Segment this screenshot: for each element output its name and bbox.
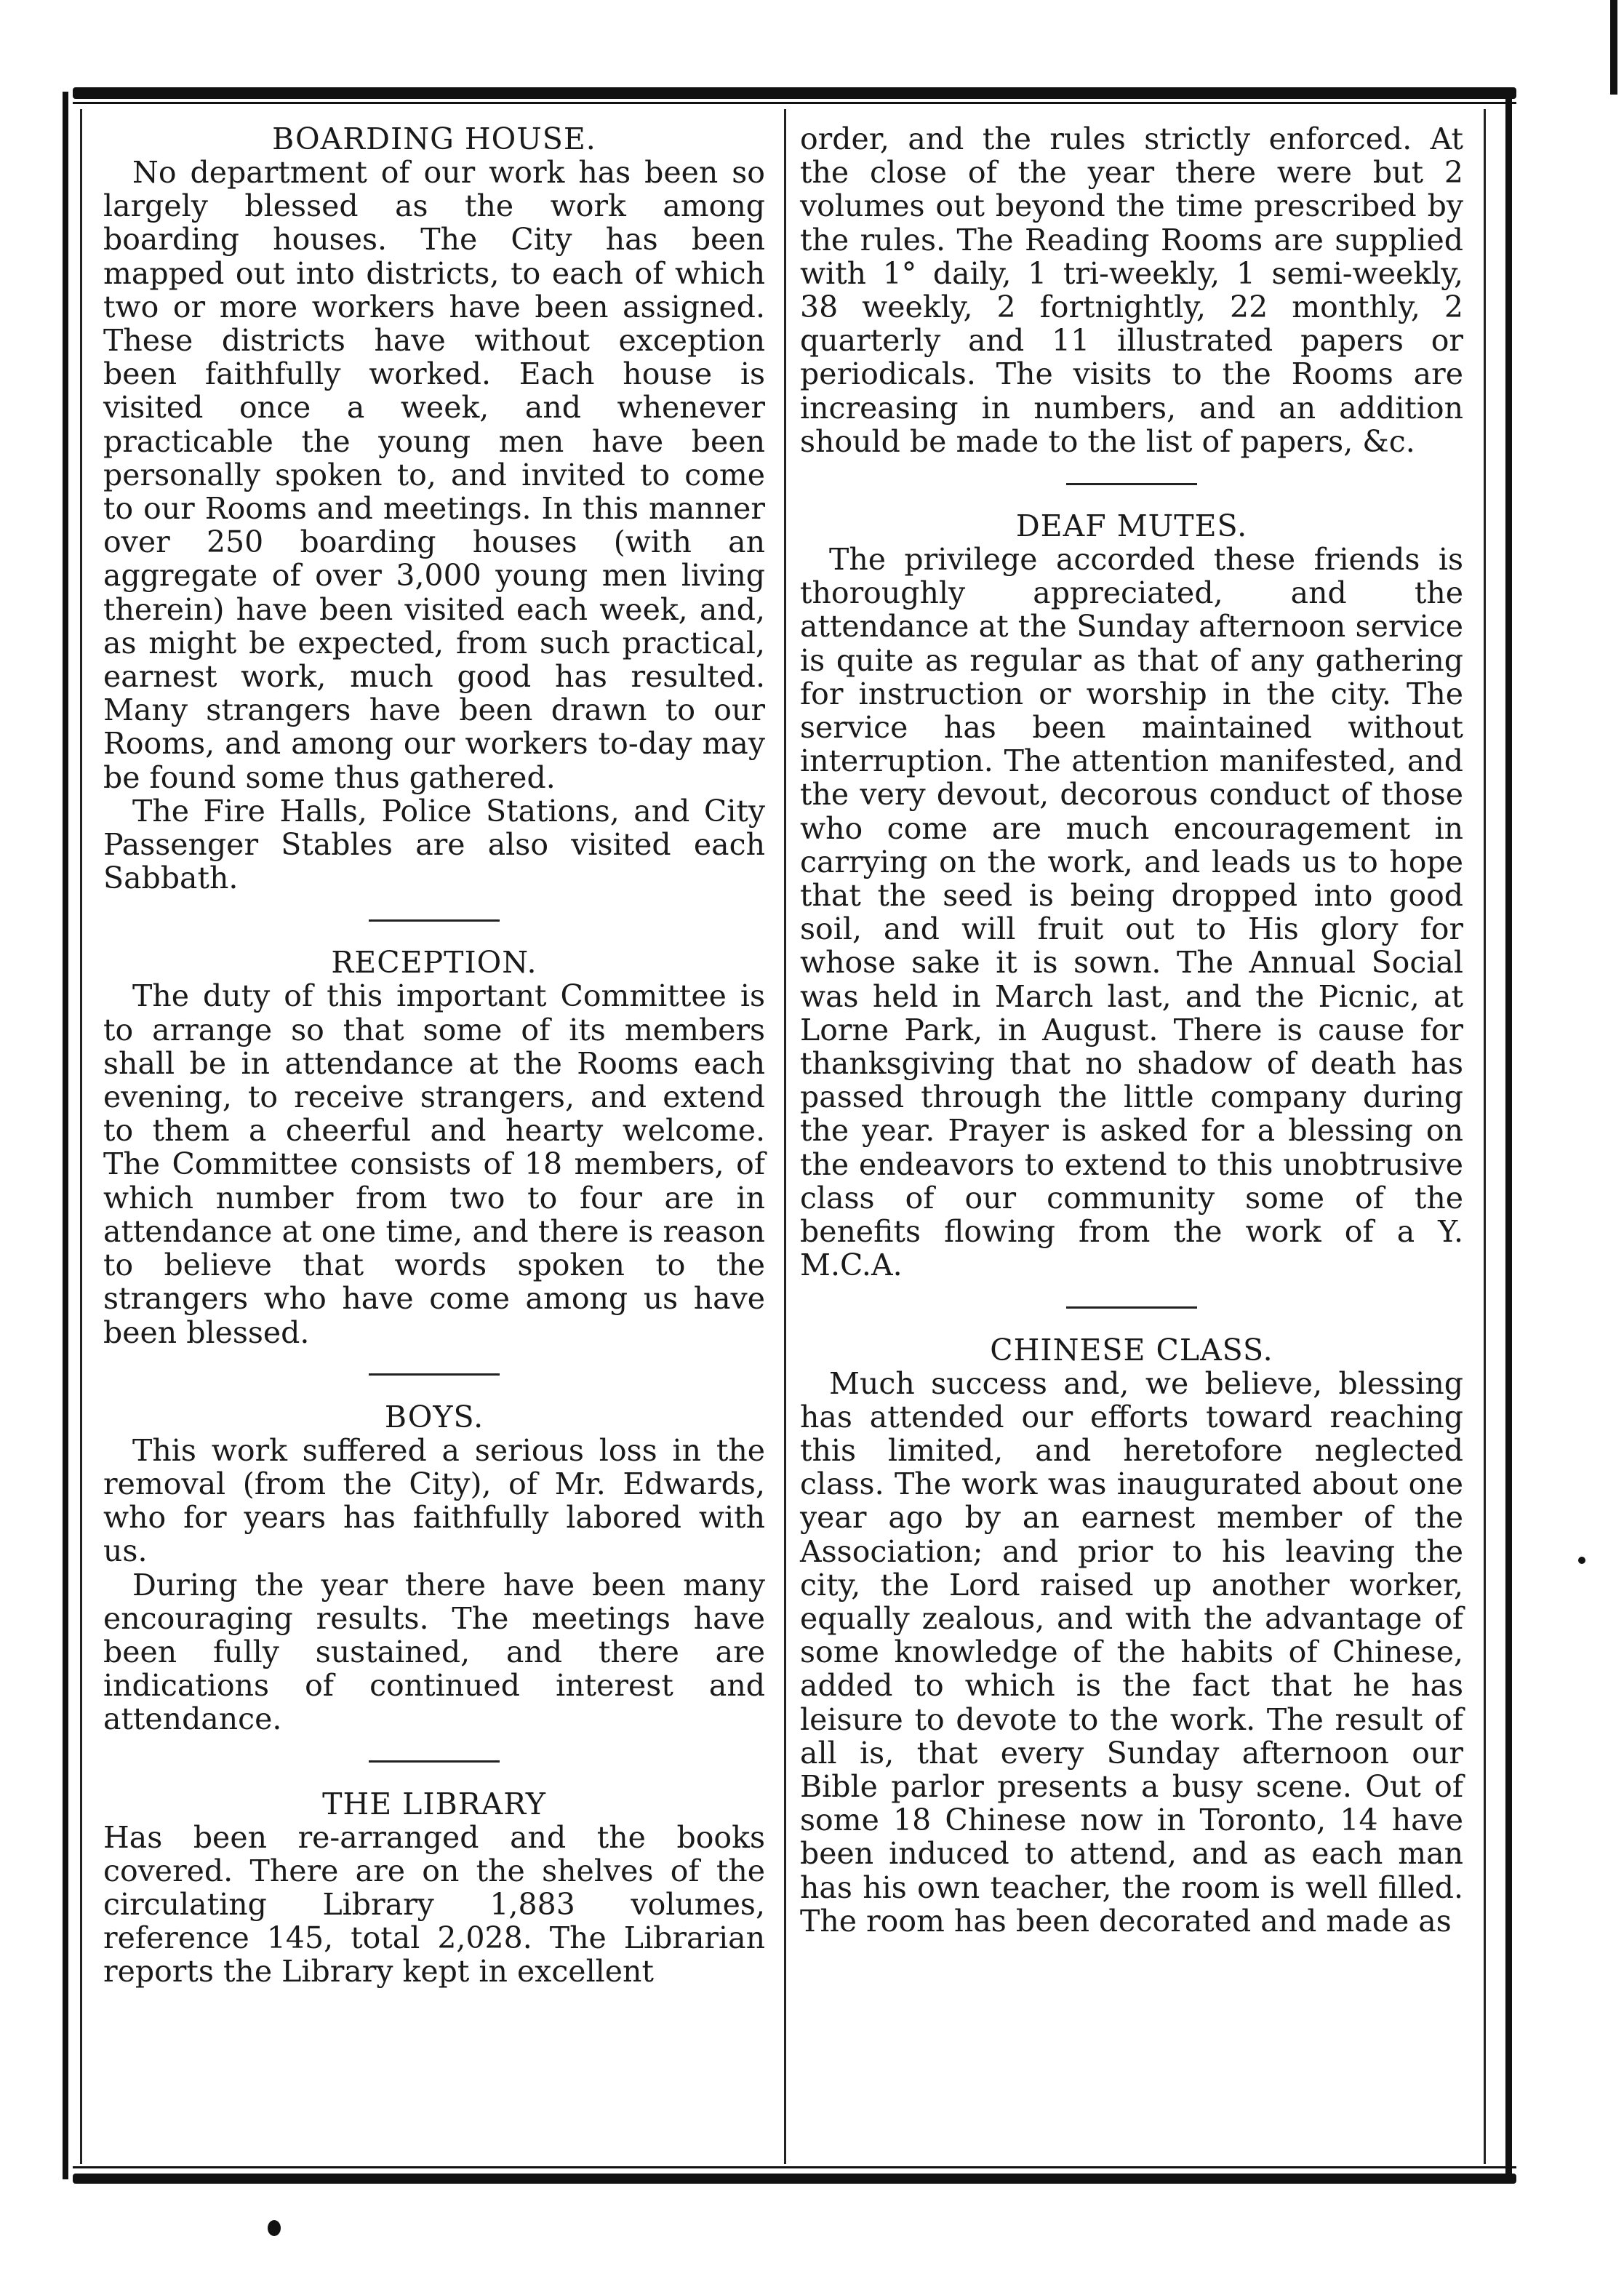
section-separator bbox=[800, 458, 1463, 509]
left-border-rule bbox=[63, 92, 68, 2179]
section-separator bbox=[103, 1736, 765, 1787]
section-heading-deaf-mutes: DEAF MUTES. bbox=[1015, 508, 1248, 544]
section-separator bbox=[103, 1349, 765, 1400]
section-paragraph: The duty of this important Committee is to arrange so that some of its members shall be in attendance at the Rooms each evening, to receive strangers, and extend to them a cheerful and hearty welcome. The Committee consists of 18 members, of which number from two to four are in attendance at one time, and there is reason to believe that words spoken to the strangers who have come among us have been blessed. bbox=[103, 978, 765, 1350]
edge-mark bbox=[1610, 0, 1617, 95]
section-paragraph: No department of our work has been so largely blessed as the work among boarding houses. The City has been mapped out into districts, to each of which two or more workers have been assigned. These districts have without exception been faithfully worked. Each house is visited once a week, and whenever practicable the young men have been personally spoken to, and invited to come to our Rooms and meetings. In this manner over 250 boarding houses (with an aggregate of over 3,000 young men living therein) have been visited each week, and, as might be expected, from such practical, earnest work, much good has resulted. Many strangers have been drawn to our Rooms, and among our workers to-day may be found some thus gathered. bbox=[103, 155, 765, 795]
section-paragraph: Has been re-arranged and the books covered. There are on the shelves of the circulating Library 1,883 volumes, reference 145, total 2,028. The Librarian reports the Library kept in excellent bbox=[103, 1819, 765, 1989]
right-border-rule bbox=[1505, 92, 1512, 2179]
section-paragraph: The privilege accorded these friends is thoroughly appreciated, and the attendance at the Sunday afternoon service is quite as regular as that of any gathering for instruction or worship in the city. The service has been maintained without interruption. The attention manifested, and the very devout, decorous conduct of those who come are much encouragement in carrying on the work, and leads us to hope that the seed is being dropped into good soil, and will fruit out to His glory for whose sake it is sown. The Annual Social was held in March last, and the Picnic, at Lorne Park, in August. There is cause for thanksgiving that no shadow of death has passed through the little company during the year. Prayer is asked for a blessing on the endeavors to extend to this unobtrusive class of our community some of the benefits flowing from the work of a Y. M.C.A. bbox=[800, 542, 1463, 1283]
section-separator bbox=[103, 895, 765, 946]
section-heading-the-library: THE LIBRARY bbox=[322, 1786, 546, 1821]
bottom-border-thin-rule bbox=[73, 2166, 1516, 2168]
section-separator bbox=[800, 1282, 1463, 1333]
left-inner-rule bbox=[80, 109, 82, 2164]
left-column bbox=[103, 122, 765, 1989]
section-paragraph: order, and the rules strictly enforced. At the close of the year there were but 2 volumes out beyond the time prescribed by the rules. The Reading Rooms are supplied with 1° daily, 1 tri-weekly, 1 semi-weekly, 38 weekly, 2 fortnightly, 22 monthly, 2 quarterly and 11 illustrated papers or periodicals. The visits to the Rooms are increasing in numbers, and an addition should be made to the list of papers, &c. bbox=[800, 121, 1463, 459]
top-border-rule bbox=[73, 87, 1516, 99]
ink-spot bbox=[268, 2220, 281, 2236]
section-paragraph: The Fire Halls, Police Stations, and City Passenger Stables are also visited each Sabbath. bbox=[103, 793, 765, 896]
section-heading-boarding-house: BOARDING HOUSE. bbox=[272, 121, 596, 156]
section-paragraph: Much success and, we believe, blessing has attended our efforts toward reaching this limited, and heretofore neglected class. The work was inaugurated about one year ago by an earnest member of the Association; and prior to his leaving the city, the Lord raised up another worker, equally zealous, and with the advantage of some knowledge of the habits of Chinese, added to which is the fact that he has leisure to devote to the work. The result of all is, that every Sunday afternoon our Bible parlor presents a busy scene. Out of some 18 Chinese now in Toronto, 14 have been induced to attend, and as each man has his own teacher, the room is well filled. The room has been decorated and made as bbox=[800, 1365, 1463, 1939]
section-heading-chinese-class: CHINESE CLASS. bbox=[990, 1332, 1273, 1368]
section-paragraph: During the year there have been many encouraging results. The meetings have been fully sustained, and there are indications of continued interest and attendance. bbox=[103, 1567, 765, 1737]
top-border-thin-rule bbox=[73, 102, 1516, 104]
section-paragraph: This work suffered a serious loss in the removal (from the City), of Mr. Edwards, who for years has faithfully labored with us. bbox=[103, 1432, 765, 1569]
section-heading-reception: RECEPTION. bbox=[331, 945, 537, 981]
right-inner-rule bbox=[1484, 109, 1486, 2164]
ink-spot bbox=[1578, 1557, 1585, 1564]
column-divider bbox=[784, 109, 786, 2164]
right-column bbox=[800, 122, 1463, 1938]
section-heading-boys: BOYS. bbox=[384, 1399, 484, 1434]
bottom-border-rule bbox=[73, 2174, 1516, 2184]
